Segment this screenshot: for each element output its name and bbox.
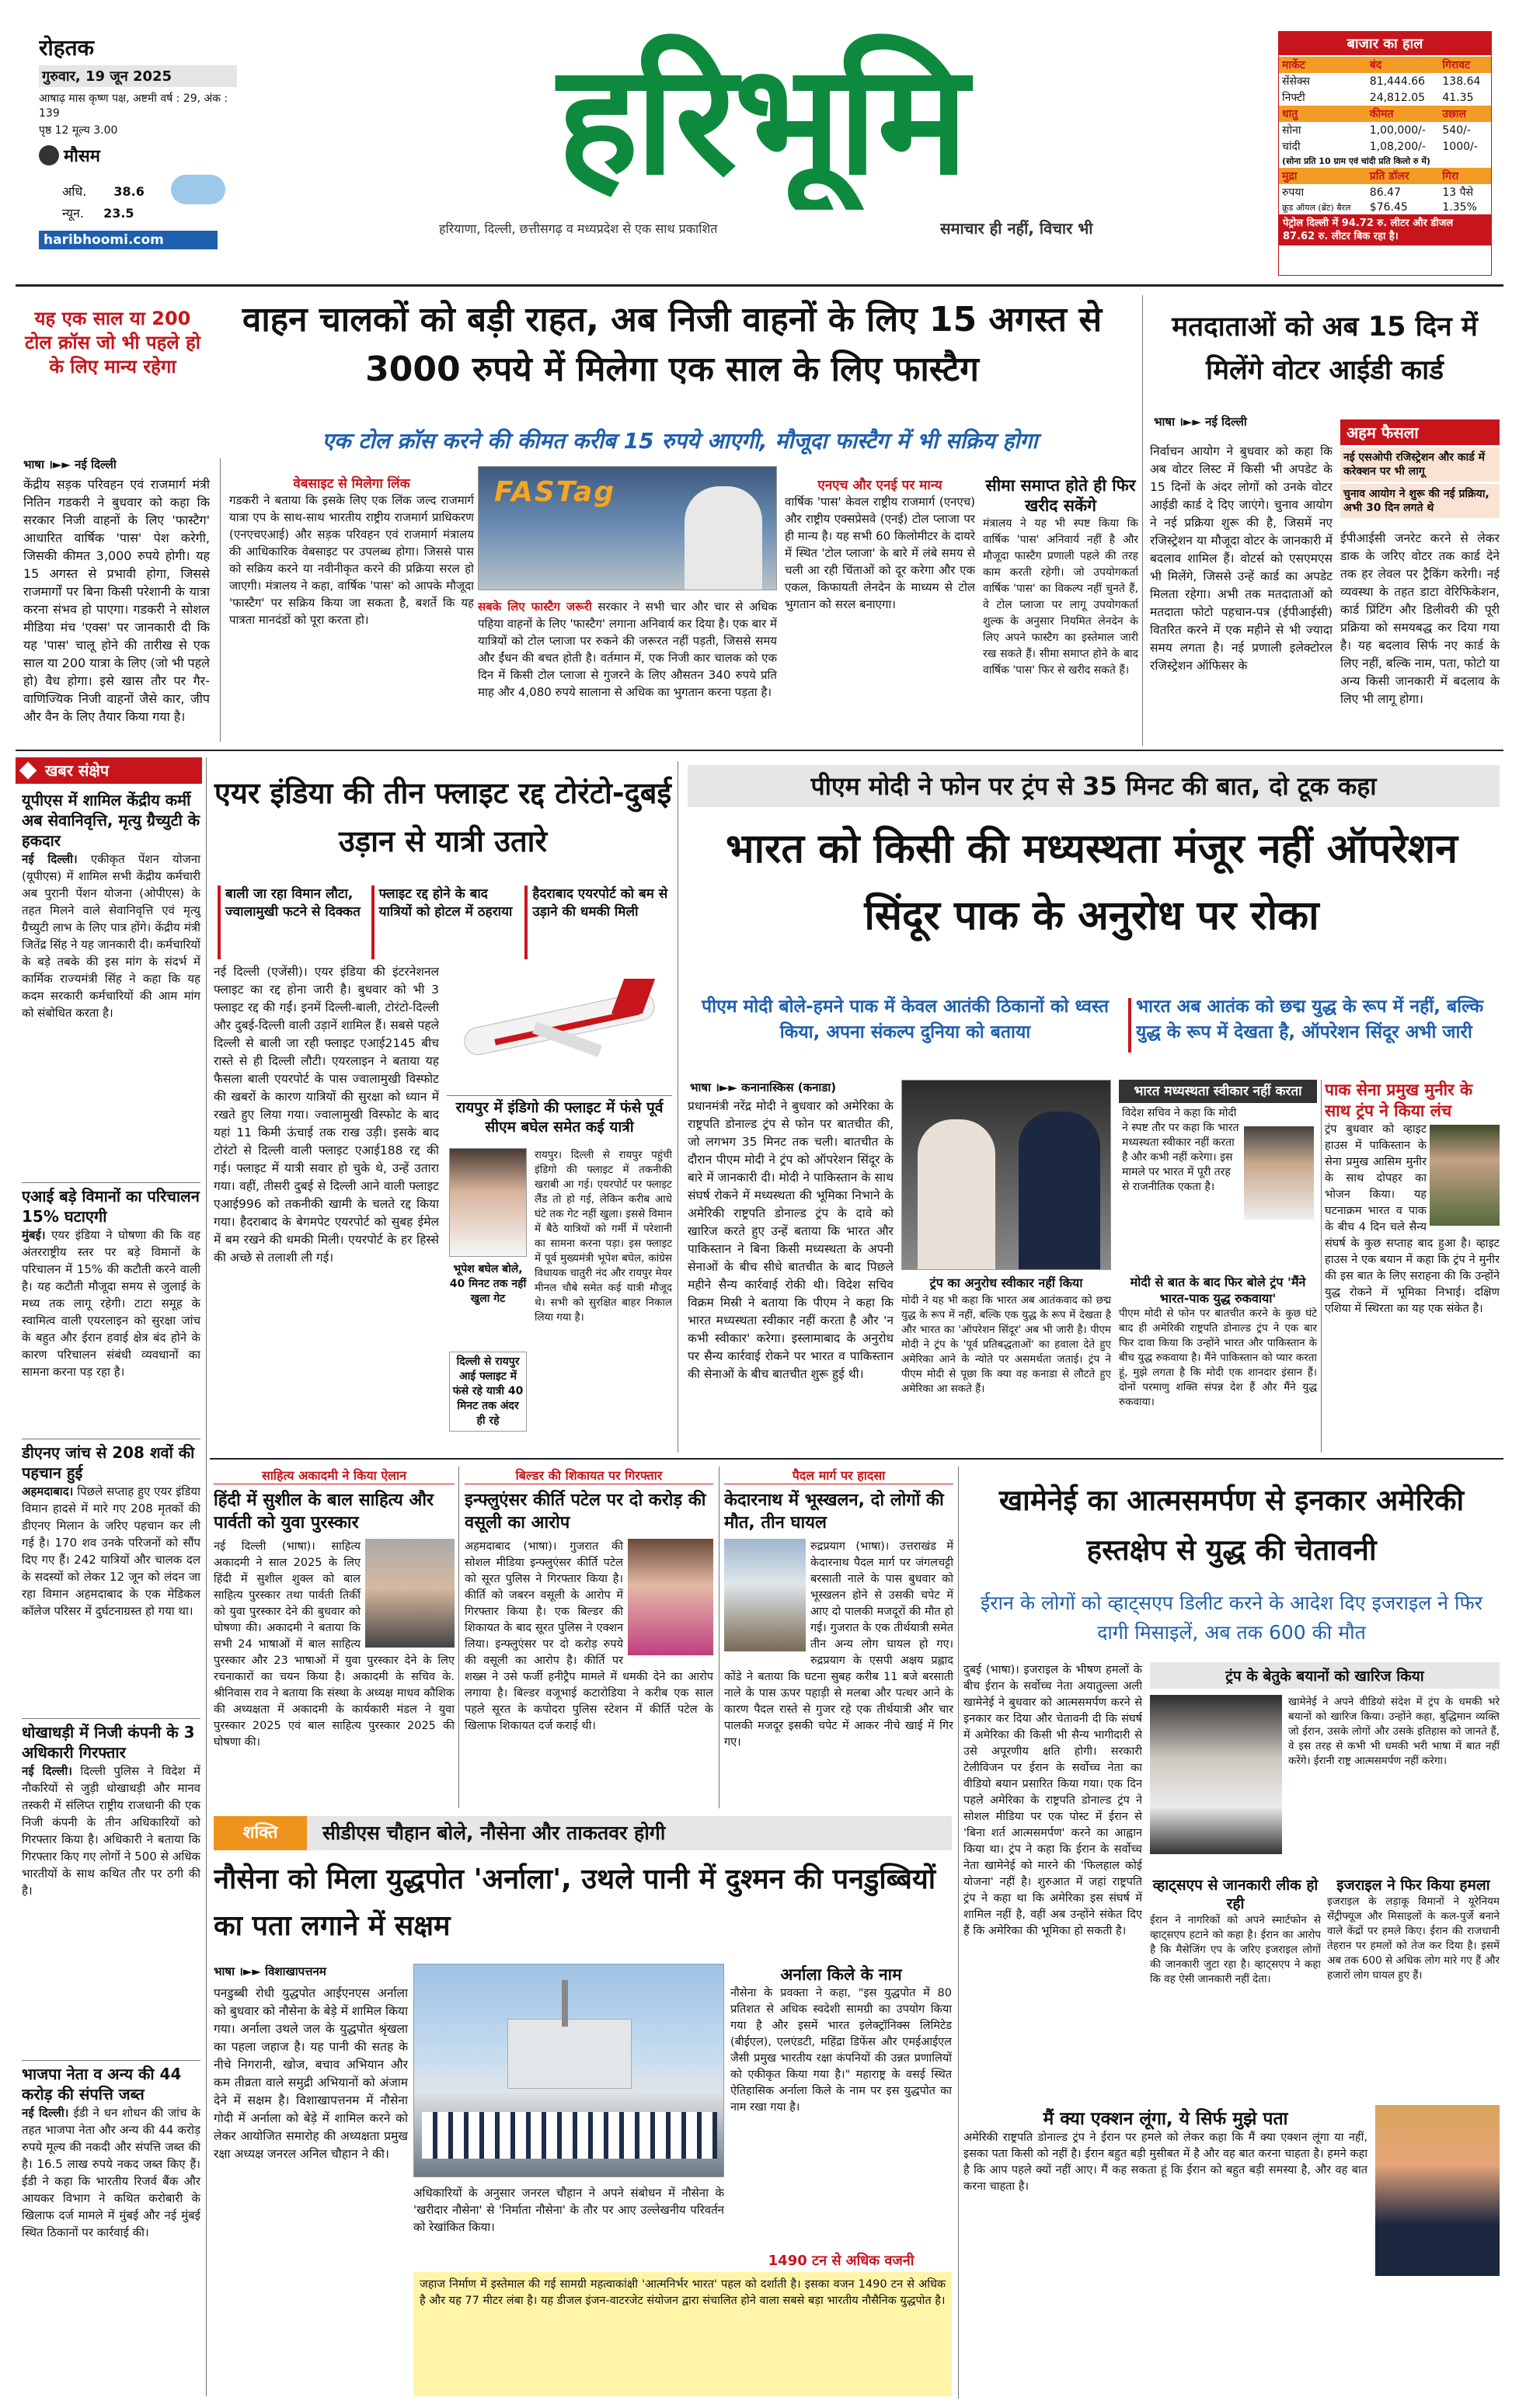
fastag-col1: केंद्रीय सड़क परिवहन एवं राजमार्ग मंत्री नितिन गडकरी ने बुधवार को कहा कि सरकार निजी वाहनों के लिए 'फास्टैग' आधारित वार्षिक 'पास' पेश करेगी, जिसकी कीमत 3,000 रुपये होगी। यह 15 अगस्त से प्रभावी होगा, जिससे राजमार्गों पर बिना किसी परेशानी के यात्रा करना संभव हो पाएगा। गडकरी ने सोशल मीडिया मंच 'एक्स' पर जानकारी दी कि यह 'पास' चालू होने की तारीख से एक साल या 200 यात्रा के लिए (जो भी पहले हो) वैध होगा। इसे खास तौर पर गैर-वाणिज्यिक निजी वाहनों जैसे कार, जीप और वैन के लिए तैयार किया गया है। [23,477,210,724]
arnala-side-body: नौसेना के प्रवक्ता ने कहा, "इस युद्धपोत में 80 प्रतिशत से अधिक स्वदेशी सामग्री का उपयोग किया गया है और इसमें भारत इलेक्ट्रॉनिक्स लिमिटेड (बीईएल), एलएंडटी, महिंद्रा डिफेंस और एमईआईएल जैसी प्रमुख भारतीय रक्षा कंपनियों की उन्नत प्रणालियों को एकीकृत किया गया है।" महाराष्ट्र के वसई स्थित ऐतिहासिक अर्नाला किले के नाम पर इस युद्धपोत का नाम रखा गया है। [730,1987,952,2114]
market-h2-1: कीमत [1369,108,1394,120]
kedar-headline: केदारनाथ में भूस्खलन, दो लोगों की मौत, तीन घायल [724,1491,944,1533]
fastag-photo [478,466,777,590]
mkt: सेंसेक्स [1282,75,1310,88]
kedar-story [724,1467,953,1808]
brief-column [22,790,200,2402]
mkt: 86.47 [1369,186,1401,199]
mkt: 1,00,000/- [1369,124,1426,137]
khamenei-box [1150,1662,1500,1868]
brief-item [22,1718,200,2060]
mkt: सोना [1282,124,1301,137]
fuel-price: पेट्रोल दिल्ली में 94.72 रु. लीटर और डीजल 87.62 रु. लीटर बिक रहा है। [1279,214,1491,245]
airindia-body: नई दिल्ली (एजेंसी)। एयर इंडिया की इंटरनेशनल फ्लाइट का रद्द होना जारी है। बुधवार को भी 3 फ्लाइट रद्द की गईं। इनमें दिल्ली-बाली, टोरंटो-दिल्ली और दुबई-दिल्ली वाली उड़ानें शामिल हैं। सबसे पहले दिल्ली से बाली जा रही फ्लाइट एआई2145 बीच रास्ते से ही दिल्ली लौटी। एयरलाइन ने बताया यह फैसला बाली एयरपोर्ट के पास ज्वालामुखी विस्फोट की खबरों के कारण यात्रियों की सुरक्षा को ध्यान में रखते हुए लिया गया। ज्वालामुखी विस्फोट के बाद यहां 11 किमी ऊंचाई तक राख उड़ी। इसके बाद टोरंटो से दिल्ली वाली फ्लाइट एआई188 रद्द की गई। फ्लाइट में यात्री सवार हो चुके थे, उन्हें उतारा गया। वहीं, तीसरी दुबई से दिल्ली आने वाली फ्लाइट एआई996 को तकनीकी खामी के चलते रद्द किया गया। हैदराबाद के बेगमपेट एयरपोर्ट को सुबह ईमेल में बम रखने की धमकी मिली। एयरपोर्ट के हर हिस्से की अच्छे से तलाशी ली गई। [214,965,439,1265]
weather-box [39,144,237,237]
brief-head: डीएनए जांच से 208 शवों की पहचान हुई [22,1439,200,1483]
airindia-point-2: हैदराबाद एयरपोर्ट को बम से उड़ाने की धमकी मिली [524,886,672,959]
weather-label: मौसम [64,147,100,166]
whatsapp-body: ईरान ने नागरिकों को अपने स्मार्टफोन से व्हाट्सएप हटाने को कहा है। ईरान का आरोप है कि मैसेजिंग एप के जरिए इजराइल लोगों की जानकारी जुटा रहा है। व्हाट्सएप ने कहा कि वह ऐसी जानकारी नहीं देता। [1150,1914,1321,1985]
indigo-headline: रायपुर में इंडिगो की फ्लाइट में फंसे पूर्व सीएम बघेल समेत कई यात्री [447,1095,672,1143]
divider [16,284,1503,287]
indigo-body: रायपुर। दिल्ली से रायपुर पहुंची इंडिगो की फ्लाइट में तकनीकी खराबी आ गई। एयरपोर्ट पर फ्लाइट लैंड तो हो गई, लेकिन करीब आधे घंटे तक गेट नहीं खुला। इससे विमान में बैठे यात्रियों को गर्मी में परेशानी का सामना करना पड़ा। इस फ्लाइट में पूर्व मुख्यमंत्री भूपेश बघेल, कांग्रेस विधायक चातुरी नंद और रायपुर मेयर मीनल चौबे समेत कई यात्री मौजूद थे। सभी को सुरक्षित बाहर निकाल लिया गया है। [535,1149,672,1324]
modi-photo-caption: ट्रंप का अनुरोध स्वीकार नहीं किया [929,1275,1083,1290]
brief-item [22,1439,200,1718]
fastag-col3-body: सरकार ने सभी चार और चार से अधिक पहिया वाहनों के लिए 'फास्टैग' लगाना अनिवार्य कर दिया है। एक बार में यात्रियों को टोल प्लाजा पर रुकने की जरूरत नहीं पड़ती, जिससे समय और ईंधन की बचत होती है। वर्तमान में, एक निजी कार चालक को एक दिन में किसी टोल प्लाजा से गुजरने के लिए औसतन 340 रुपये प्रति माह और 4,080 रुपये सालाना से अधिक का भुगतान करना पड़ता है। [478,600,777,699]
indigo-caption: दिल्ली से रायपुर आई फ्लाइट में फंसे रहे यात्री 40 मिनट तक अंदर ही रहे [449,1352,527,1432]
fastag-col2 [229,474,474,742]
arnala-side [730,1964,952,2243]
mkt: 1.35% [1442,201,1477,214]
brief-icon [19,762,37,780]
market-h3-1: प्रति डॉलर [1369,170,1409,183]
mkt: 13 पैसे [1442,186,1474,199]
trump-body: अमेरिकी राष्ट्रपति डोनाल्ड ट्रंप ने ईरान पर हमले को लेकर कहा कि मैं क्या एक्शन लूंगा या नहीं, इसका पता किसी को नहीं है। ईरान बहुत बड़ी मुसीबत में है और वह बात करना चाहता है। हमने कहा है कि आप पहले क्यों नहीं आए। मैं कह सकता हूं कि ईरान को बहुत बड़ी समस्या है, और वह बात करना चाहता है। [963,2131,1367,2193]
sushil-story [214,1467,455,1808]
trump-photo [1375,2105,1500,2276]
fastag-col2-body: गडकरी ने बताया कि इसके लिए एक लिंक जल्द राजमार्ग यात्रा एप के साथ-साथ भारतीय राष्ट्रीय राजमार्ग प्राधिकरण (एनएचएआई) और सड़क परिवहन एवं राजमार्ग मंत्रालय की आधिकारिक वेबसाइट पर उपलब्ध होगा। जिससे पास को सक्रिय करने या नवीनीकृत करने की प्रक्रिया सरल हो जाएगी। मंत्रालय ने कहा, वार्षिक 'पास' को आपके मौजूदा 'फास्टैग' पर सक्रिय किया जा सकता है, बशर्ते कि यह पात्रता मानदंडों को पूरा करता हो। [229,493,474,627]
brief-head: धोखाधड़ी में निजी कंपनी के 3 अधिकारी गिरफ्तार [22,1718,200,1763]
arnala-kicker-bar [214,1816,952,1850]
voter-box-2: चुनाव आयोग ने शुरू की नई प्रक्रिया, अभी 30 दिन लगते थे [1340,484,1500,518]
temp-min: 23.5 [103,206,134,221]
city: रोहतक [39,33,237,62]
market-h1-1: बंद [1369,59,1382,71]
mkt: 81,444.66 [1369,75,1426,88]
baghel-photo [449,1148,527,1257]
airindia-point-1: फ्लाइट रद्द होने के बाद यात्रियों को होटल में ठहराया [371,886,519,959]
whatsapp-story [1150,1876,1321,2097]
voter-byline: भाषा ।►► नई दिल्ली [1154,415,1247,429]
rule [1142,295,1143,746]
mkt: निफ्टी [1282,92,1305,104]
israel-story [1327,1876,1500,2097]
arnala-yellow-head: 1490 टन से अधिक वजनी [768,2253,915,2269]
brief-place: नई दिल्ली। [22,1764,72,1778]
trump-figure [1019,1112,1100,1270]
rule [220,458,221,742]
sushil-kicker: साहित्य अकादमी ने किया ऐलान [214,1467,455,1484]
voter-box [1340,419,1500,520]
fastag-left-head: यह एक साल या 200 टोल क्रॉस जो भी पहले हो के लिए मान्य रहेगा [25,308,200,378]
modi-kicker: पीएम मोदी ने फोन पर ट्रंप से 35 मिनट की बात, दो टूक कहा [688,765,1500,807]
brief-head: यूपीएस में शामिल केंद्रीय कर्मी अब सेवानिवृत्ति, मृत्यु ग्रैच्युटी के हकदार [22,791,200,850]
baghel-caption: भूपेश बघेल बोले, 40 मिनट तक नहीं खुला गेट [449,1263,527,1305]
rule [458,1467,459,1808]
trump-story [963,2105,1500,2400]
kirti-body: अहमदाबाद (भाषा)। गुजरात की सोशल मीडिया इन्फ्लुएंसर कीर्ति पटेल को सूरत पुलिस ने गिरफ्तार किया है। कीर्ति को जबरन वसूली के आरोप में गिरफ्तार किया है। एक बिल्डर की शिकायत के बाद सूरत पुलिस ने एक्शन लिया। इन्फ्लुएंसर पर दो करोड़ रुपये की वसूली का आरोप है। कीर्ति पर शख्स ने उसे फर्जी हनीट्रैप मामले में धमकी देने का आरोप लगाया है। बिल्डर वजूभाई कटारोडिया ने करीब एक साल पहले सूरत के कपोदरा पुलिस स्टेशन में कीर्ति पटेल के खिलाफ शिकायत दर्ज कराई थी। [465,1540,713,1732]
rule [206,757,207,2396]
modi-figure [918,1119,995,1270]
whatsapp-head: व्हाट्सएप से जानकारी लीक हो रही [1152,1877,1319,1912]
kedar-kicker: पैदल मार्ग पर हादसा [724,1467,953,1484]
rule [1321,1080,1322,1453]
brief-item [22,1182,200,1439]
mkt: 138.64 [1442,75,1481,88]
modi-box-body: विदेश सचिव ने कहा कि मोदी ने स्पष्ट तौर पर कहा कि भारत मध्यस्थता स्वीकार नहीं करता है और कभी नहीं करेगा। इस मामले पर भारत में पूरी तरह से राजनीतिक एकता है। [1122,1107,1239,1193]
weather-icon [39,145,59,165]
logo: हरिभूमि [557,32,966,209]
voter-box-title: अहम फैसला [1340,419,1500,445]
fastag-col3-head: सबके लिए फास्टैग जरूरी [478,600,592,614]
brief-item [22,2060,200,2402]
modi-col1: प्रधानमंत्री नरेंद्र मोदी ने बुधवार को अमेरिका के राष्ट्रपति डोनाल्ड ट्रंप से फोन पर बातचीत की, जो लगभग 35 मिनट तक चली। बातचीत के दौरान पीएम मोदी ने ट्रंप को ऑपरेशन सिंदूर के बारे में जानकारी दी। मोदी ने पाकिस्तान के साथ संघर्ष रोकने में मध्यस्थता की भूमिका निभाने के अमेरिकी राष्ट्रपति डोनाल्ड ट्रंप के दावे को खारिज करते हुए उन्हें बताया कि भारत और पाकिस्तान ने बिना किसी मध्यस्थता के अपनी सेनाओं के बीच सीधे बातचीत के बाद पिछले महीने सैन्य कार्रवाई रोकी थी। विदेश सचिव विक्रम मिस्री ने बताया कि पीएम ने कहा कि भारत मध्यस्थता स्वीकार नहीं करता है और 'न कभी स्वीकार' करेगा। इस्लामाबाद के अनुरोध पर सैन्य कार्रवाई रोकने पर भारत व पाकिस्तान की सेनाओं के बीच बातचीत शुरू हुई थी। [688,1099,894,1381]
brief-place: मुंबई। [22,1228,46,1242]
modi-box-title: भारत मध्यस्थता स्वीकार नहीं करता [1119,1080,1317,1103]
modi-headline: भारत को किसी की मध्यस्थता मंजूर नहीं ऑपरेशन सिंदूर पाक के अनुरोध पर रोका [726,826,1458,939]
ship-mast [562,1980,568,2027]
brief-body: एकीकृत पेंशन योजना (यूपीएस) में शामिल सभी केंद्रीय कर्मचारी अब पुरानी पेंशन योजना (ओपीएस) के तहत मिलने वाले सेवानिवृत्ति एवं मृत्यु ग्रैच्युटी लाभ के लिए पात्र होंगे। केंद्रीय मंत्री जितेंद्र सिंह ने यह जानकारी दी। कर्मचारियों के बड़े तबके की इस मांग के संदर्भ में कार्मिक राज्यमंत्री सिंह ने कहा कि यह कदम सरकारी कर्मचारियों की आम मांग को संबोधित करता है। [22,852,200,1020]
market-title: बाजार का हाल [1279,32,1491,55]
modi-col3-head: मोदी से बात के बाद फिर बोले ट्रंप 'मैंने भारत-पाक युद्ध रुकवाया' [1130,1275,1306,1306]
mkt: रुपया [1282,186,1305,199]
divider [16,750,1503,751]
crew-row [422,2112,717,2159]
tagline: हरियाणा, दिल्ली, छत्तीसगढ़ व मध्यप्रदेश से एक साथ प्रकाशित [439,221,718,236]
brief-head: एआई बड़े विमानों का परिचालन 15% घटाएगी [22,1182,200,1227]
mkt: 41.35 [1442,91,1474,104]
fastag-logo: FASTag [494,476,616,508]
brief-title-bar [16,757,202,784]
fastag-subhead: एक टोल क्रॉस करने की कीमत करीब 15 रुपये आएगी, मौजूदा फास्टैग में भी सक्रिय होगा [322,428,1038,454]
temp-min-label: न्यून. [62,206,84,221]
sushil-body: नई दिल्ली (भाषा)। साहित्य अकादमी ने साल 2025 के लिए हिंदी में सुशील शुक्ल को बाल साहित्य पुरस्कार तथा पार्वती तिर्की को युवा पुरस्कार देने की बुधवार को घोषणा की। अकादमी ने बताया कि सभी 24 भाषाओं में बाल साहित्य पुरस्कार और 23 भाषाओं में युवा पुरस्कार देने के लिए रचनाकारों का चयन किया है। अकादमी के सचिव के. श्रीनिवास राव ने बताया कि संस्था के अध्यक्ष माधव कौशिक की अध्यक्षता में अकादमी के कार्यकारी मंडल ने युवा पुरस्कार 2025 एवं बाल साहित्य पुरस्कार 2025 की घोषणा की। [214,1540,455,1749]
kirti-story [465,1467,713,1808]
arnala-caption: अधिकारियों के अनुसार जनरल चौहान ने अपने संबोधन में नौसेना के 'खरीदार नौसेना' से 'निर्माता नौसेना' के तौर पर आए उल्लेखनीय परिवर्तन को रेखांकित किया। [413,2186,724,2234]
brief-body: पिछले सप्ताह हुए एयर इंडिया विमान हादसे में मारे गए 208 मृतकों की डीएनए मिलान के जरिए पहचान कर ली गई है। 170 शव उनके परिजनों को सौंप दिए गए हैं। 242 यात्रियों और चालक दल के सदस्यों को लेकर 12 जून को लंदन जा रहा विमान अहमदाबाद के एक मेडिकल कॉलेज परिसर में दुर्घटनाग्रस्त हो गया था। [22,1484,200,1618]
mkt: 24,812.05 [1369,91,1426,104]
rule [958,1467,959,2399]
fastag-headline: वाहन चालकों को बड़ी राहत, अब निजी वाहनों के लिए 15 अगस्त से 3000 रुपये में मिलेगा एक साल के लिए फास्टैग [242,300,1103,389]
kirti-kicker: बिल्डर की शिकायत पर गिरफ्तार [465,1467,713,1484]
website[interactable]: haribhoomi.com [39,231,218,249]
munir-photo [1430,1125,1500,1226]
ship-superstructure [507,2019,632,2089]
fastag-col4 [785,475,975,743]
khamenei-sub: ईरान के लोगों को व्हाट्सएप डिलीट करने के आदेश दिए इजराइल ने फिर दागी मिसाइलें, अब तक 600 की मौत [981,1592,1482,1644]
market-h1-0: मार्केट [1282,59,1305,71]
sushil-headline: हिंदी में सुशील के बाल साहित्य और पार्वती को युवा पुरस्कार [214,1491,434,1533]
munir-box [1325,1080,1500,1453]
voter-headline: मतदाताओं को अब 15 दिन में मिलेंगे वोटर आईडी कार्ड [1172,311,1478,386]
arnala-byline: भाषा ।►► विशाखापत्तनम [214,1964,326,1978]
khamenei-headline: खामेनेई का आत्मसमर्पण से इनकार अमेरिकी हस्तक्षेप से युद्ध की चेतावनी [998,1484,1465,1567]
date: गुरुवार, 19 जून 2025 [39,65,237,87]
mkt: चांदी [1282,141,1301,153]
mkt: क्रूड ऑयल (ब्रेंट) बैरल [1282,202,1351,213]
arnala-tag: शक्ति [214,1816,307,1850]
sushil-photo [365,1539,455,1648]
mkt: 540/- [1442,124,1471,137]
arnala-yellow-box [413,2272,952,2396]
slogan: समाचार ही नहीं, विचार भी [940,219,1093,238]
voter-col1: निर्वाचन आयोग ने बुधवार को कहा कि अब वोटर लिस्ट में किसी भी अपडेट के 15 दिनों के अंदर लोगों को उनके वोटर आईडी कार्ड दे दिए जाएंगे। चुनाव आयोग ने नई प्रक्रिया शुरू की है, जिसमें नए रजिस्ट्रेशन या मौजूदा वोटर के जानकारी में बदलाव शामिल हैं। वोटर्स को एसएमएस भी मिलेंगे, जिससे उन्हें कार्ड का अपडेट मिलता रहेगा। अभी तक मतदाताओं को मतदाता फोटो पहचान-पत्र (ईपीआईसी) वितरित करने में एक महीने से भी ज्यादा समय लगता है। नई प्रणाली इलेक्टोरल रजिस्ट्रेशन ऑफिसर के [1150,444,1333,673]
brief-title: खबर संक्षेप [45,761,110,780]
modi-sub1: पीएम मोदी बोले-हमने पाक में केवल आतंकी ठिकानों को ध्वस्त किया, अपना संकल्प दुनिया को बताया [702,997,1109,1042]
israel-head: इजराइल ने फिर किया हमला [1336,1877,1490,1894]
brief-place: नई दिल्ली। [22,852,78,866]
khamenei-box-body: खामेनेई ने अपने वीडियो संदेश में ट्रंप के धमकी भरे बयानों को खारिज किया। उन्होंने कहा, बुद्धिमान व्यक्ति जो ईरान, उसके लोगों और उसके इतिहास को जानते हैं, वे इस तरह से कभी भी धमकी भरी भाषा में बात नहीं करेंगे। ईरानी राष्ट्र आत्मसमर्पण नहीं करेगा। [1288,1696,1500,1767]
munir-head: पाक सेना प्रमुख मुनीर के साथ ट्रंप ने किया लंच [1325,1080,1473,1120]
fastag-col5 [983,475,1138,743]
modi-col3-body: पीएम मोदी से फोन पर बातचीत करने के कुछ घंटे बाद ही अमेरिकी राष्ट्रपति डोनाल्ड ट्रंप ने एक बार फिर दावा किया कि उन्होंने भारत और पाकिस्तान के बीच युद्ध रुकवाया है। मैंने पाकिस्तान को प्यार करता हूं, मुझे लगता है कि मोदी एक शानदार इंसान हैं। दोनों परमाणु शक्ति संपन्न देश हैं और मैंने युद्ध रुकवाया। [1119,1307,1317,1408]
khamenei-col1: दुबई (भाषा)। इजराइल के भीषण हमलों के बीच ईरान के सर्वोच्च नेता अयातुल्ला अली खामेनेई ने बुधवार को आत्मसमर्पण करने से इनकार कर दिया और चेतावनी दी कि संघर्ष में अमेरिका की किसी भी सैन्य भागीदारी से उसे अपूरणीय क्षति होगी। सरकारी टेलीविजन पर ईरान के सर्वोच्च नेता का वीडियो बयान प्रसारित किया गया। एक दिन पहले अमेरिका के राष्ट्रपति डोनाल्ड ट्रंप ने सोशल मीडिया पर एक पोस्ट में ईरान से 'बिना शर्त आत्मसमर्पण' करने का आह्वान किया था। ट्रंप ने कहा कि ईरान के सर्वोच्च नेता खामेनेई को मारने की 'फिलहाल कोई योजना' नहीं है। शुरुआत में जहां राष्ट्रपति ट्रंप ने कहा था कि अमेरिका इस संघर्ष में शामिल नहीं है, वहीं अब उन्होंने संकेत दिए हैं कि अमेरिका की भूमिका हो सकती है। [963,1664,1142,1937]
israel-body: इजराइल के लड़ाकू विमानों ने यूरेनियम सेंट्रीफ्यूज और मिसाइलों के कल-पुर्जे बनाने वाले केंद्रों पर हमले किए। ईरान की राजधानी तेहरान पर हमलों को तेज कर दिया है। इसमें अब तक 600 से अधिक लोग मारे गए हैं और हजारों लोग घायल हुए हैं। [1327,1895,1500,1982]
brief-head: भाजपा नेता व अन्य की 44 करोड़ की संपत्ति जब्त [22,2060,200,2104]
munir-body: ट्रंप बुधवार को व्हाइट हाउस में पाकिस्तान के सेना प्रमुख आसिम मुनीर के साथ दोपहर का भोजन किया। यह घटनाक्रम भारत व पाक के बीच 4 दिन चले सैन्य संघर्ष के कुछ सप्ताह बाद हुआ है। व्हाइट हाउस ने एक बयान में कहा कि ट्रंप ने मुनीर की इस बात के लिए सराहना की कि उन्होंने युद्ध रोकने में भूमिका निभाई। दक्षिण एशिया में स्थिरता का यह एक संकेत है। [1325,1123,1500,1315]
rule [1128,998,1131,1053]
masthead [0,0,1519,284]
mkt: 1,08,200/- [1369,140,1426,153]
modi-trump-photo [901,1080,1111,1270]
market-box [1278,31,1492,276]
market-note: (सोना प्रति 10 ग्राम एवं चांदी प्रति किलो रु में) [1282,156,1430,166]
brief-body: दिल्ली पुलिस ने विदेश में नौकरियों से जुड़ी धोखाधड़ी और मानव तस्करी में संलिप्त राष्ट्रीय राजधानी की एक निजी कंपनी के तीन अधिकारियों को गिरफ्तार किया है। अधिकारी ने बताया कि गिरफ्तार किए गए लोगों ने 500 से अधिक भारतीयों के साथ कथित तौर पर ठगी की है। [22,1764,200,1898]
modi-sub2: भारत अब आतंक को छद्म युद्ध के रूप में नहीं, बल्कि युद्ध के रूप में देखता है, ऑपरेशन सिंदूर अभी जारी [1136,997,1484,1042]
airindia-headline: एयर इंडिया की तीन फ्लाइट रद्द टोरंटो-दुबई उड़ान से यात्री उतारे [214,776,672,858]
fastag-col4-body: वार्षिक 'पास' केवल राष्ट्रीय राजमार्ग (एनएच) और राष्ट्रीय एक्सप्रेसवे (एनई) टोल प्लाजा पर ही मान्य है। यह सभी 60 किलोमीटर के दायरे में स्थित 'टोल प्लाजा' के बारे में लंबे समय से चली आ रही चिंताओं को दूर करेगा और एक एकल, किफायती लेनदेन के माध्यम से टोल भुगतान को सरल बनाएगा। [785,495,975,611]
trump-head: मैं क्या एक्शन लूंगा, ये सिर्फ मुझे पता [1043,2109,1288,2129]
brief-item [22,790,200,1182]
market-h3-0: मुद्रा [1282,170,1298,183]
airindia-point-0: बाली जा रहा विमान लौटा, ज्वालामुखी फटने से दिक्कत [218,886,365,959]
airindia-points [218,886,672,959]
modi-col2: मोदी ने यह भी कहा कि भारत अब आतंकवाद को छद्म युद्ध के रूप में नहीं, बल्कि एक युद्ध के रूप में देखता है और भारत का 'ऑपरेशन सिंदूर' अब भी जारी है। पीएम मोदी ने ट्रंप के 'पूर्व प्रतिबद्धताओं' का हवाला देते हुए अमेरिका आने के न्योते पर असमर्थता जताई। ट्रंप ने पीएम मोदी से पूछा कि क्या वह कनाडा से लौटते हुए अमेरिका आ सकते हैं। [901,1294,1111,1395]
market-h3-2: गिरा [1442,170,1459,183]
modi-box [1119,1080,1317,1270]
arnala-body: पनडुब्बी रोधी युद्धपोत आईएनएस अर्नाला को बुधवार को नौसेना के बेड़े में शामिल किया गया। अर्नाला उथले जल के युद्धपोत श्रृंखला का पहला जहाज है। यह पानी की सतह के नीचे निगरानी, खोज, बचाव अभियान और कम तीव्रता वाले समुद्री अभियानों को अंजाम देने में सक्षम है। विशाखापत्तनम में नौसेना गोदी में अर्नाला को बेड़े में शामिल करने को लेकर आयोजित समारोह की अध्यक्षता प्रमुख रक्षा अध्यक्ष जनरल अनिल चौहान ने की। [214,1986,408,2161]
voter-box-1: नई एसओपी रजिस्ट्रेशन और कार्ड में करेक्शन पर भी लागू [1340,447,1500,482]
khamenei-photo [1150,1695,1282,1854]
arnala-photo [413,1964,724,2177]
brief-place: नई दिल्ली। [22,2106,69,2120]
mistri-photo [1244,1126,1314,1220]
market-h2-2: उछाल [1442,108,1466,120]
modi-byline: भाषा ।►► कनानास्किस (कनाडा) [690,1080,837,1094]
market-h2-0: धातु [1282,108,1298,120]
market-h1-2: गिरावट [1442,59,1471,71]
modi-col3 [1119,1274,1317,1453]
temp-max-label: अधि. [62,184,87,199]
gadkari-figure [685,486,762,590]
fastag-byline: भाषा ।►► नई दिल्ली [23,458,117,472]
brief-place: अहमदाबाद। [22,1484,74,1498]
kedar-photo [724,1539,806,1651]
fastag-col5-head: सीमा समाप्त होते ही फिर खरीद सकेंगे [985,476,1136,515]
voter-col2: ईपीआईसी जनरेट करने से लेकर डाक के जरिए वोटर तक कार्ड देने तक हर लेवल पर ट्रैकिंग करेगी। नई व्यवस्था के तहत डाटा वेरिफिकेशन, कार्ड प्रिंटिंग और डिलीवरी की पूरी प्रक्रिया को समयबद्ध कर दिया गया है। यह बदलाव सिर्फ नए कार्ड के लिए नहीं, बल्कि नाम, पता, फोटो या अन्य किसी जानकारी में बदलाव के लिए भी लागू होगा। [1340,531,1500,706]
brief-body: ईडी ने धन शोधन की जांच के तहत भाजपा नेता और अन्य की 44 करोड़ रुपये मूल्य की नकदी और संपत्ति जब्त की है। 16.5 लाख रुपये नकद जब्त किए हैं। ईडी ने कहा कि भारतीय रिजर्व बैंक और आयकर विभाग ने कथित करोबारी के खिलाफ दर्ज मामले में मुंबई और नई मुंबई स्थित ठिकानों पर कार्रवाई की। [22,2106,200,2239]
brief-body: एयर इंडिया ने घोषणा की कि वह अंतरराष्ट्रीय स्तर पर बड़े विमानों के परिचालन में 15% की कटौती करने वाली है। यह कटौती मौजूदा समय से जुलाई के मध्य तक लागू रहेगी। टाटा समूह के स्वामित्व वाली एयरलाइन को सुरक्षा जांच के बहुत और ईरान हवाई क्षेत्र बंद होने के कारण परिचालन संबंधी व्यवधानों का सामना करना पड़ रहा है। [22,1228,200,1379]
masthead-info [39,33,237,277]
arnala-side-head: अर्नाला किले के नाम [780,1965,902,1984]
fastag-col3 [478,598,777,742]
mkt: 1000/- [1442,140,1478,153]
hindi-date: आषाढ़ मास कृष्ण पक्ष, अष्टमी वर्ष : 29, अंक : 139 [39,92,228,120]
kedar-body: रुद्रप्रयाग (भाषा)। उत्तराखंड में केदारनाथ पैदल मार्ग पर जंगलचट्टी बरसाती नाले के पास बुधवार को भूस्खलन होने से उसकी चपेट में आए दो पालकी मजदूरों की मौत हो गई। गुजरात के एक तीर्थयात्री समेत तीन अन्य लोग घायल हो गए। रुद्रप्रयाग के एसपी अक्षय प्रह्लाद कोंडे ने बताया कि घटना सुबह करीब 11 बजे बरसाती नाले के पास ऊपर पहाड़ी से मलबा और पत्थर आने के कारण पैदल रास्ते से गुजर रहे एक तीर्थयात्री और चार पालकी मजदूर इसकी चपेट में आकर नीचे खाई में गिर गए। [724,1540,953,1749]
khamenei-box-title: ट्रंप के बेतुके बयानों को खारिज किया [1150,1662,1500,1689]
arnala-kicker: सीडीएस चौहान बोले, नौसेना और ताकतवर होगी [322,1822,666,1844]
arnala-yellow-body: जहाज निर्माण में इस्तेमाल की गई सामग्री महत्वाकांक्षी 'आत्मनिर्भर भारत' पहल को दर्शाती है। इसका वजन 1490 टन से अधिक है और यह 77 मीटर लंबा है। यह डीजल इंजन-वाटरजेट संयोजन द्वारा संचालित होने वाला सबसे बड़ा भारतीय नौसैनिक युद्धपोत है। [420,2278,946,2307]
cloud-icon [171,175,225,204]
fastag-col2-head: वेबसाइट से मिलेगा लिंक [293,476,410,492]
divider [210,1458,1503,1460]
page-price: पृष्ठ 12 मूल्य 3.00 [39,124,118,137]
fastag-col4-head: एनएच और एनई पर मान्य [817,478,942,493]
mkt: $76.45 [1369,201,1408,214]
arnala-headline: नौसेना को मिला युद्धपोत 'अर्नाला', उथले पानी में दुश्मन की पनडुब्बियों का पता लगाने में सक्षम [214,1863,936,1942]
kirti-photo [628,1539,713,1655]
airindia-plane-photo [447,963,672,1087]
kirti-headline: इन्फ्लुएंसर कीर्ति पटेल पर दो करोड़ की वसूली का आरोप [465,1491,706,1533]
fastag-col5-body: मंत्रालय ने यह भी स्पष्ट किया कि वार्षिक 'पास' अनिवार्य नहीं है और मौजूदा फास्टैग प्रणाली पहले की तरह काम करती रहेगी। जो उपयोगकर्ता वार्षिक 'पास' का विकल्प नहीं चुनते हैं, वे टोल प्लाजा पर लागू उपयोगकर्ता शुल्क के अनुसार नियमित लेनदेन के लिए अपने फास्टैग का इस्तेमाल जारी रख सकते हैं। सीमा समाप्त होने के बाद वार्षिक 'पास' फिर से खरीद सकते हैं। [983,517,1138,677]
temp-max: 38.6 [113,184,145,199]
